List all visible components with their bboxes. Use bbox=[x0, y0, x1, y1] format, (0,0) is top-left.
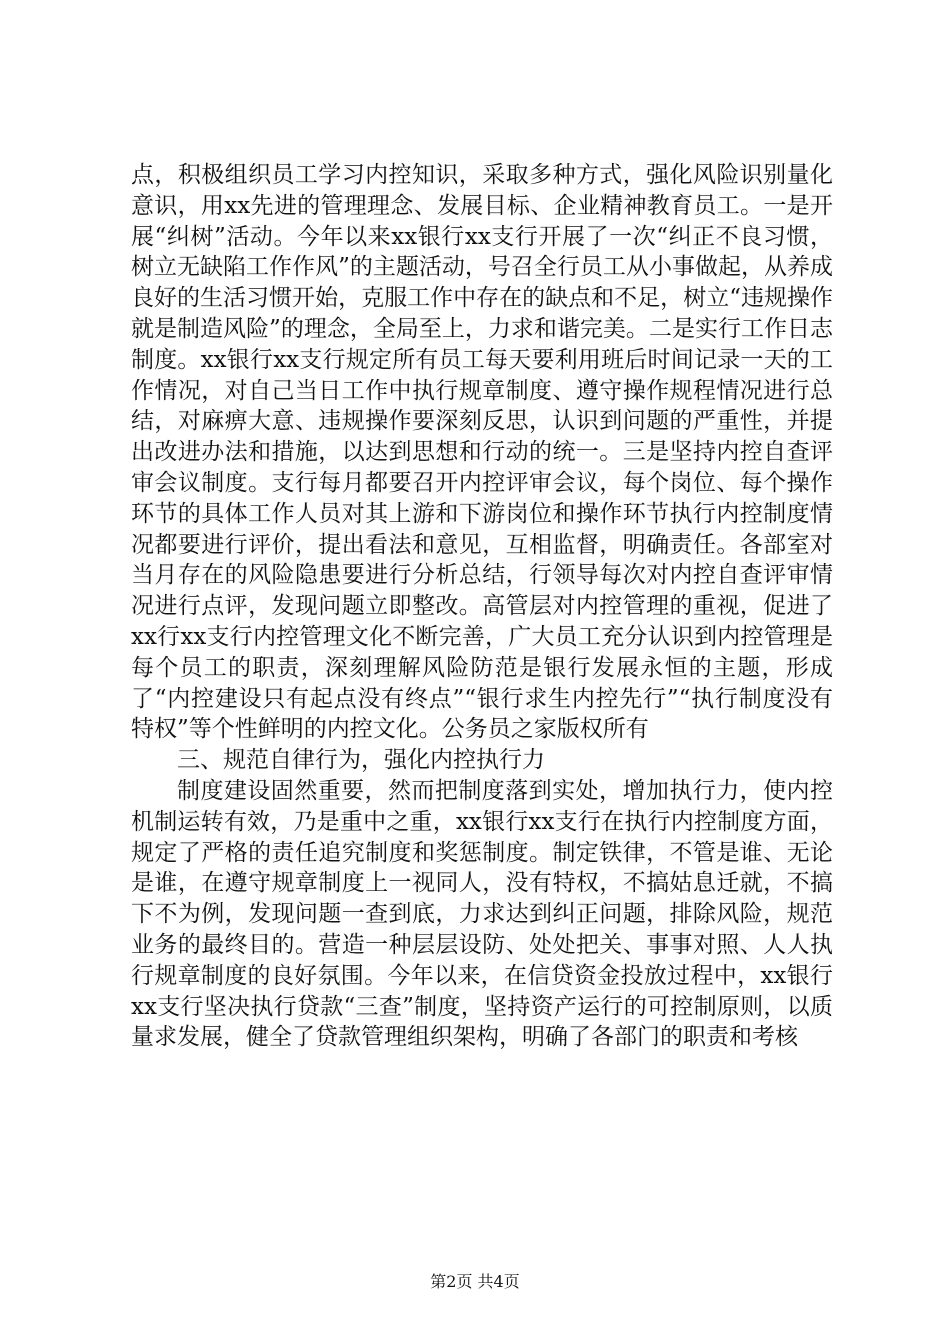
page-number-footer: 第2页 共4页 bbox=[430, 1272, 520, 1291]
paragraph-body: 制度建设固然重要，然而把制度落到实处，增加执行力，使内控机制运转有效，乃是重中之重，xx银行xx支行在执行内控制度方面，规定了严格的责任追究制度和奖惩制度。制定铁律，不管是谁、无论是谁，在遵守规章制度上一视同人，没有特权，不搞姑息迁就，不搞下不为例，发现问题一查到底，力求达到纠正问题，排除风险，规范业务的最终目的。营造一种层层设防、处处把关、事事对照、人人执行规章制度的良好氛围。今年以来，在信贷资金投放过程中，xx银行xx支行坚决执行贷款“三查”制度，坚持资产运行的可控制原则，以质量求发展，健全了贷款管理组织架构，明确了各部门的职责和考核 bbox=[131, 777, 833, 1051]
section-heading: 三、规范自律行为，强化内控执行力 bbox=[177, 747, 545, 774]
document-body bbox=[131, 160, 833, 1053]
paragraph-continuation: 点，积极组织员工学习内控知识，采取多种方式，强化风险识别量化意识，用xx先进的管理理念、发展目标、企业精神教育员工。一是开展“纠树”活动。今年以来xx银行xx支行开展了一次“纠正不良习惯，树立无缺陷工作作风”的主题活动，号召全行员工从小事做起，从养成良好的生活习惯开始，克服工作中存在的缺点和不足，树立“违规操作就是制造风险”的理念，全局至上，力求和谐完美。二是实行工作日志制度。xx银行xx支行规定所有员工每天要利用班后时间记录一天的工作情况，对自己当日工作中执行规章制度、遵守操作规程情况进行总结，对麻痹大意、违规操作要深刻反思，认识到问题的严重性，并提出改进办法和措施，以达到思想和行动的统一。三是坚持内控自查评审会议制度。支行每月都要召开内控评审会议，每个岗位、每个操作环节的具体工作人员对其上游和下游岗位和操作环节执行内控制度情况都要进行评价，提出看法和意见，互相监督，明确责任。各部室对当月存在的风险隐患要进行分析总结，行领导每次对内控自查评审情况进行点评，发现问题立即整改。高管层对内控管理的重视，促进了xx行xx支行内控管理文化不断完善，广大员工充分认识到内控管理是每个员工的职责，深刻理解风险防范是银行发展永恒的主题，形成了“内控建设只有起点没有终点”“银行求生内控先行”“执行制度没有特权”等个性鲜明的内控文化。公务员之家版权所有 bbox=[131, 162, 833, 743]
